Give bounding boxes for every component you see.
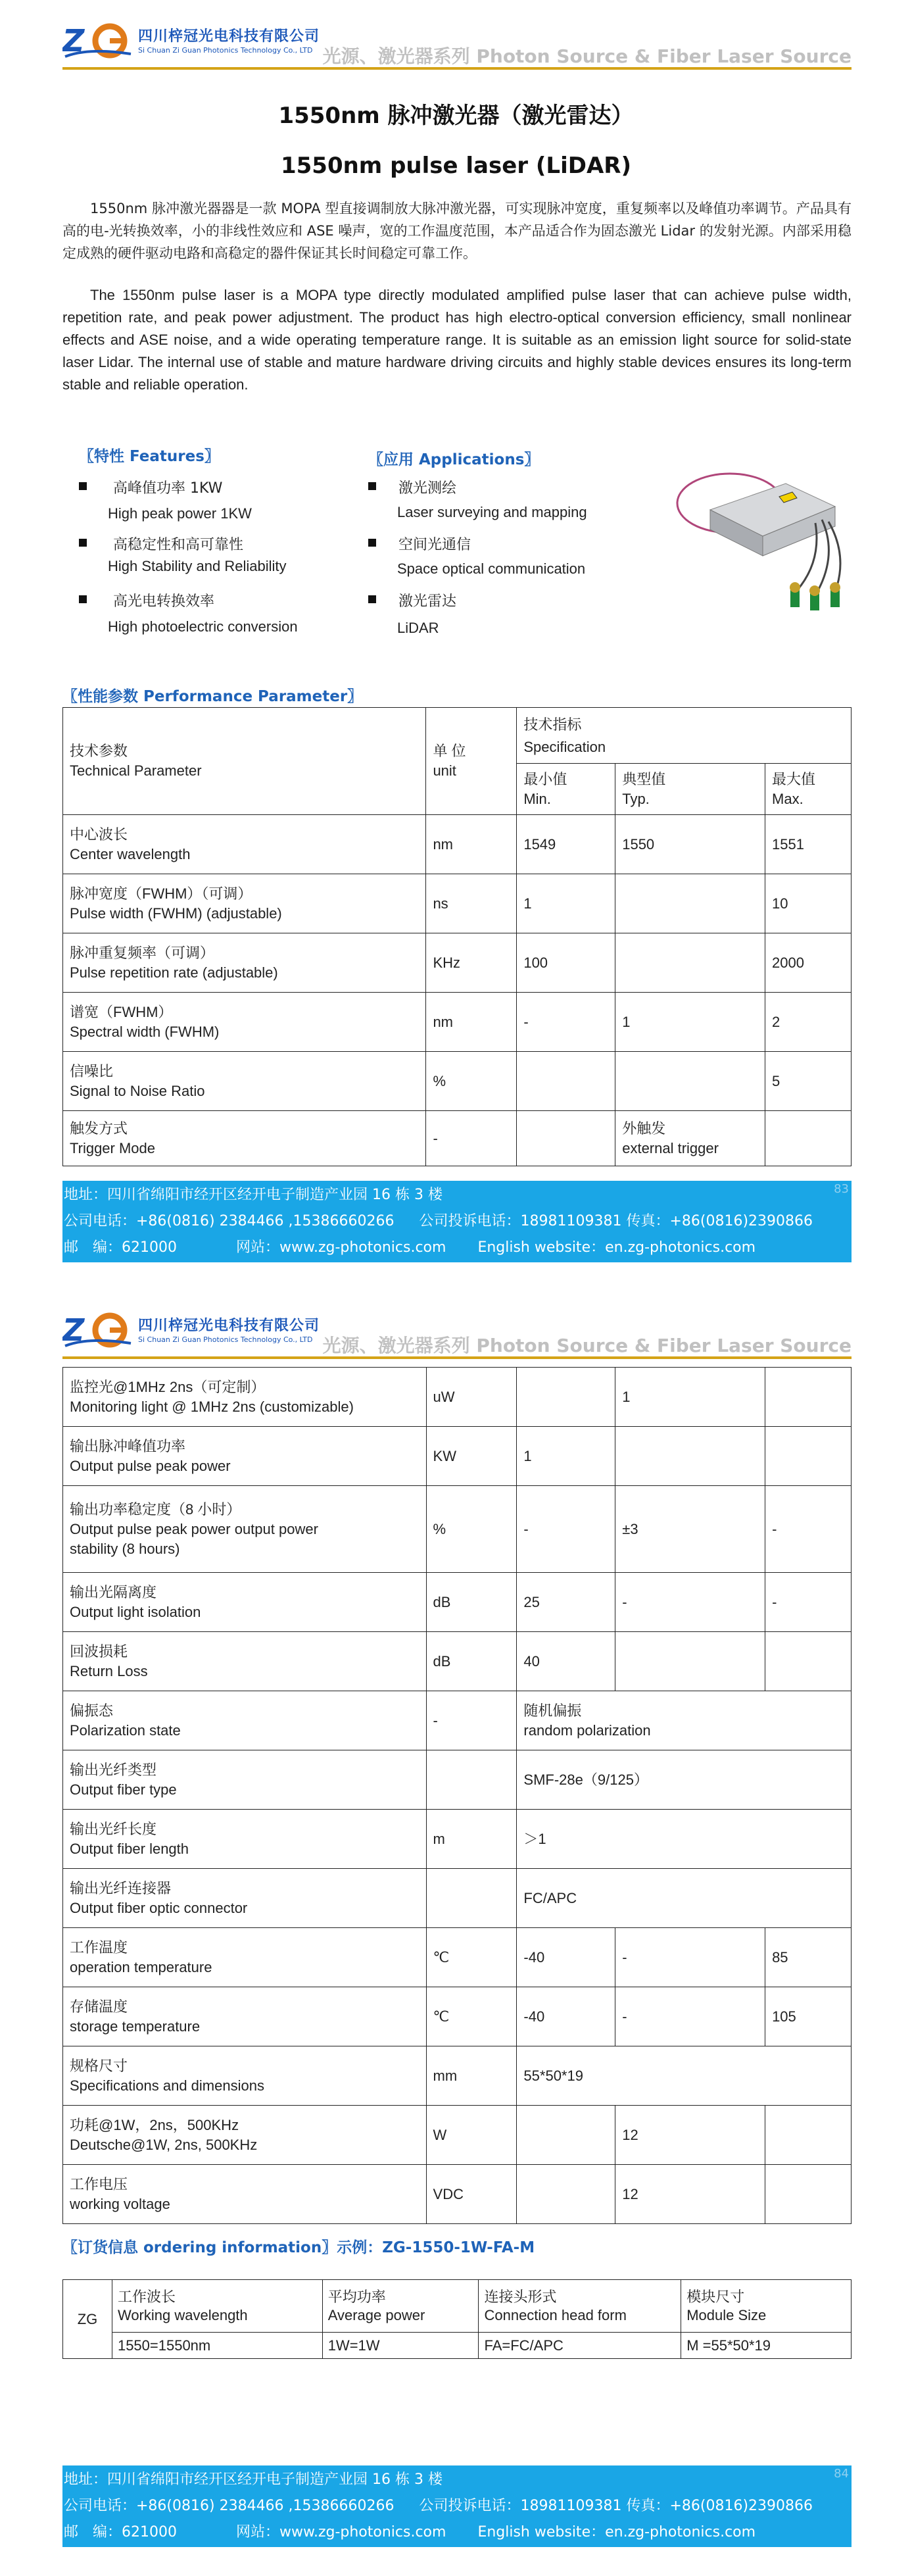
- company-name-cn: 四川梓冠光电科技有限公司: [138, 1318, 320, 1334]
- bullet-icon: [79, 539, 87, 547]
- header-min: 最小值 Min.: [517, 764, 615, 815]
- table-row: 谱宽（FWHM） Spectral width (FWHM) nm - 1 2: [63, 993, 852, 1052]
- header-divider: [62, 67, 852, 70]
- ordering-heading: 〖订货信息 ordering information〗示例：ZG-1550-1W-FA-M: [62, 2239, 535, 2256]
- table-row: 信噪比 Signal to Noise Ratio % 5: [63, 1052, 852, 1111]
- table-row: 输出光纤连接器 Output fiber optic connector FC/APC: [63, 1869, 852, 1928]
- header-typ: 典型值 Typ.: [615, 764, 765, 815]
- page-header: [62, 20, 852, 67]
- page-header: [62, 1309, 852, 1356]
- list-item: 激光雷达 LiDAR: [368, 590, 644, 647]
- bullet-icon: [368, 595, 376, 603]
- table-row: 输出光纤长度 Output fiber length m ＞1: [63, 1810, 852, 1869]
- table-row: 输出光隔离度 Output light isolation dB 25 - -: [63, 1573, 852, 1632]
- svg-text:Z: Z: [62, 23, 85, 59]
- zg-logo-icon: [62, 1310, 135, 1351]
- list-item: 高光电转换效率 High photoelectric conversion: [79, 590, 375, 647]
- company-name-cn: 四川梓冠光电科技有限公司: [138, 28, 320, 45]
- table-row: 脉冲重复频率（可调） Pulse repetition rate (adjustable) KHz 100 2000: [63, 933, 852, 993]
- bullet-icon: [79, 595, 87, 603]
- applications-heading: 〖应用 Applications〗: [368, 451, 540, 468]
- company-name-en: Si Chuan Zi Guan Photonics Technology Co., LTD: [138, 1335, 313, 1344]
- page-84: [0, 1289, 912, 2576]
- footer-83: 地址：四川省绵阳市经开区经开电子制造产业园 16 栋 3 楼 83 公司电话：+86(0816) 2384466 ,15386660266 公司投诉电话：18981109381 传真：+86(0816)2390866 邮 编：621000 网站：www.zg-photonics.com English website：en.zg-photonics.com: [62, 1181, 852, 1262]
- series-title: 光源、激光器系列 Photon Source & Fiber Laser Source: [322, 45, 852, 67]
- page-number: 84: [834, 2467, 849, 2481]
- table-row: 触发方式 Trigger Mode - 外触发 external trigger: [63, 1111, 852, 1166]
- page-number: 83: [834, 1182, 849, 1196]
- list-item: 高稳定性和高可靠性 High Stability and Reliability: [79, 533, 375, 590]
- table-row: 功耗@1W，2ns，500KHz Deutsche@1W, 2ns, 500KHz W 12: [63, 2106, 852, 2165]
- table-row: 工作电压 working voltage VDC 12: [63, 2165, 852, 2224]
- features-list: [79, 477, 375, 647]
- table-row: 监控光@1MHz 2ns（可定制） Monitoring light @ 1MHz 2ns (customizable) uW 1: [63, 1368, 852, 1427]
- bullet-icon: [79, 482, 87, 490]
- spec-table-1: [62, 707, 852, 1166]
- table-row: 规格尺寸 Specifications and dimensions mm 55*50*19: [63, 2046, 852, 2106]
- features-heading: 〖特性 Features〗: [79, 448, 220, 465]
- footer-84: 地址：四川省绵阳市经开区经开电子制造产业园 16 栋 3 楼 84 公司电话：+86(0816) 2384466 ,15386660266 公司投诉电话：18981109381 传真：+86(0816)2390866 邮 编：621000 网站：www.zg-photonics.com English website：en.zg-photonics.com: [62, 2465, 852, 2547]
- table-row: 存储温度 storage temperature ℃ -40 - 105: [63, 1987, 852, 2046]
- list-item: 空间光通信 Space optical communication: [368, 533, 644, 590]
- header-divider: [62, 1356, 852, 1359]
- table-row: 工作温度 operation temperature ℃ -40 - 85: [63, 1928, 852, 1987]
- ordering-table: [62, 2279, 852, 2359]
- company-name-en: Si Chuan Zi Guan Photonics Technology Co., LTD: [138, 46, 313, 55]
- table-row: 输出功率稳定度（8 小时） Output pulse peak power output power stability (8 hours) % - ±3 -: [63, 1486, 852, 1573]
- table-row: 脉冲宽度（FWHM）（可调） Pulse width (FWHM) (adjustable) ns 1 10: [63, 874, 852, 933]
- table-row: 中心波长 Center wavelength nm 1549 1550 1551: [63, 815, 852, 874]
- applications-list: [368, 477, 644, 647]
- performance-heading: 〖性能参数 Performance Parameter〗: [62, 688, 363, 705]
- table-row: ZG 工作波长 Working wavelength 平均功率 Average power 连接头形式 Connection head form 模块尺寸 Module Size: [63, 2280, 852, 2333]
- header-specification: 技术指标 Specification: [517, 708, 852, 764]
- laser-module-photo: [671, 457, 852, 612]
- table-row: 输出光纤类型 Output fiber type SMF-28e（9/125）: [63, 1750, 852, 1810]
- intro-paragraph-cn: 1550nm 脉冲激光器器是一款 MOPA 型直接调制放大脉冲激光器，可实现脉冲宽度，重复频率以及峰值功率调节。产品具有高的电-光转换效率，小的非线性效应和 ASE 噪声，宽的工作温度范围，本产品适合作为固态激光 Lidar 的发射光源。内部采用稳定成熟的硬件驱动电路和高稳定的器件保证其长时间稳定可靠工作。: [62, 201, 852, 261]
- product-title-cn: 1550nm 脉冲激光器（激光雷达）: [278, 103, 634, 129]
- bullet-icon: [368, 482, 376, 490]
- header-unit: 单 位 unit: [426, 708, 517, 815]
- list-item: 高峰值功率 1KW High peak power 1KW: [79, 477, 375, 533]
- product-title-en: 1550nm pulse laser (LiDAR): [280, 153, 632, 179]
- bullet-icon: [368, 539, 376, 547]
- list-item: 激光测绘 Laser surveying and mapping: [368, 477, 644, 533]
- series-title: 光源、激光器系列 Photon Source & Fiber Laser Source: [322, 1335, 852, 1356]
- table-row: 1550=1550nm 1W=1W FA=FC/APC M =55*50*19: [63, 2333, 852, 2359]
- table-row: 回波损耗 Return Loss dB 40: [63, 1632, 852, 1691]
- svg-text:Z: Z: [62, 1312, 85, 1348]
- table-row: 偏振态 Polarization state - 随机偏振 random polarization: [63, 1691, 852, 1750]
- header-parameter: 技术参数 Technical Parameter: [63, 708, 426, 815]
- table-row: 输出脉冲峰值功率 Output pulse peak power KW 1: [63, 1427, 852, 1486]
- spec-table-2: [62, 1367, 852, 2224]
- zg-logo-icon: [62, 21, 135, 62]
- header-max: 最大值 Max.: [765, 764, 852, 815]
- intro-paragraph-en: The 1550nm pulse laser is a MOPA type directly modulated amplified pulse laser that can achieve pulse width, repetition rate, and peak power adjustment. The product has high electro-optical conversion efficiency, small nonlinear effects and ASE noise, and a wide operating temperature range. It is suitable as an emission light source for solid-state laser Lidar. The internal use of stable and mature hardware driving circuits and highly stable devices ensures its long-term stable and reliable operation.: [62, 287, 852, 393]
